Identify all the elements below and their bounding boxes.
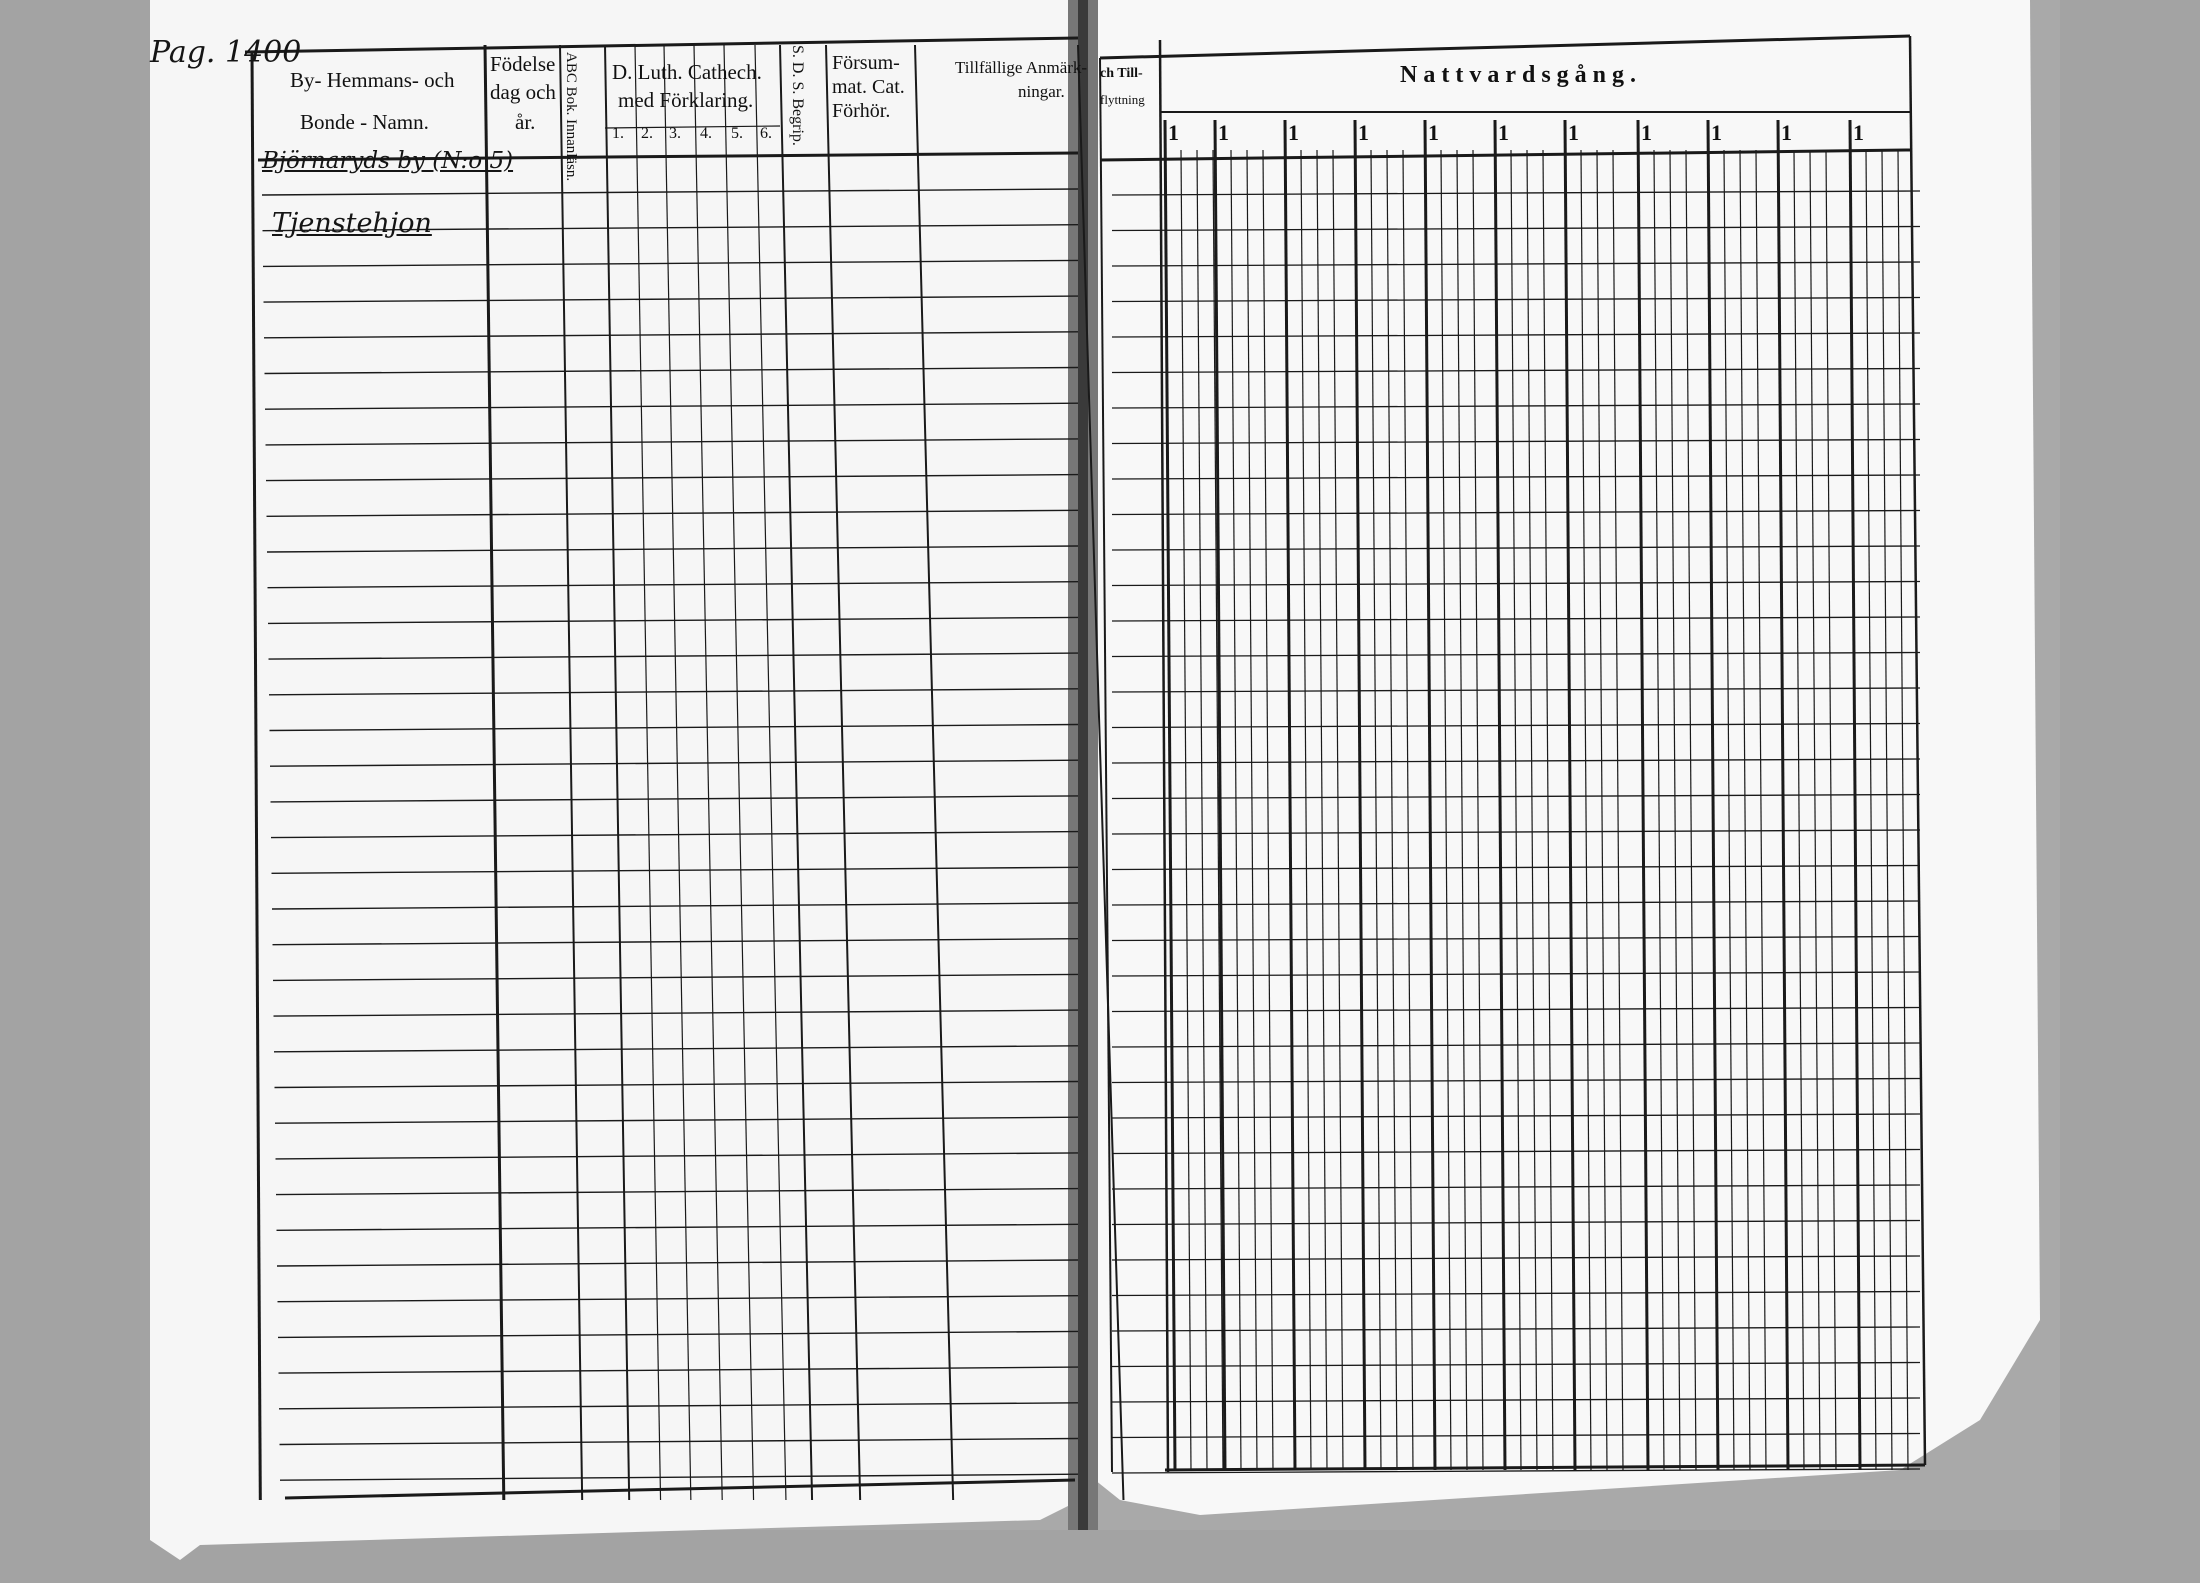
header-tillfallige-line1: Tillfällige Anmärk- [955, 58, 1088, 77]
header-name-line1: By- Hemmans- och [290, 68, 455, 92]
header-moving-line2: flyttning [1100, 92, 1145, 107]
nattvard-column-number: 1 [1288, 120, 1299, 145]
cathech-num-5: 5. [731, 125, 743, 142]
header-birth-line2: dag och [490, 80, 556, 104]
header-birth-line3: år. [515, 110, 536, 134]
header-sds-column: S. D. S. Begrip. [789, 45, 806, 146]
page-number: Pag. 1400 [150, 35, 302, 70]
nattvard-column-number: 1 [1781, 120, 1792, 145]
nattvard-column-number: 1 [1568, 120, 1579, 145]
nattvard-title: Nattvardsgång. [1400, 62, 1643, 88]
header-tillfallige-line2: ningar. [1018, 82, 1065, 101]
header-birth-line1: Födelse [490, 52, 556, 76]
header-forsummat-line1: Försum- [832, 52, 900, 74]
entry-row: Tjenstehjon [272, 208, 432, 239]
nattvard-column-number: 1 [1218, 120, 1229, 145]
nattvard-column-number: 1 [1498, 120, 1509, 145]
header-forsummat-line2: mat. Cat. [832, 76, 905, 98]
header-cathech-line1: D. Luth. Cathech. [612, 60, 762, 84]
nattvard-column-number: 1 [1641, 120, 1652, 145]
header-cathech-line2: med Förklaring. [618, 88, 754, 112]
nattvard-column-number: 1 [1168, 120, 1179, 145]
cathech-num-1: 1. [612, 125, 624, 142]
entry-row: Björnaryds by (N:o 5) [262, 148, 514, 174]
nattvard-column-number: 1 [1853, 120, 1864, 145]
cathech-num-2: 2. [641, 125, 653, 142]
header-forsummat-line3: Förhör. [832, 100, 891, 122]
header-abc-column: ABC Bok. Innanläsn. [563, 52, 579, 182]
cathech-num-3: 3. [669, 125, 681, 142]
header-moving-line1: ch Till- [1100, 66, 1143, 81]
cathech-num-4: 4. [700, 125, 712, 142]
nattvard-column-number: 1 [1711, 120, 1722, 145]
header-name-line2: Bonde - Namn. [300, 110, 429, 134]
nattvard-column-number: 1 [1428, 120, 1439, 145]
cathech-num-6: 6. [760, 125, 772, 142]
nattvard-column-number: 1 [1358, 120, 1369, 145]
